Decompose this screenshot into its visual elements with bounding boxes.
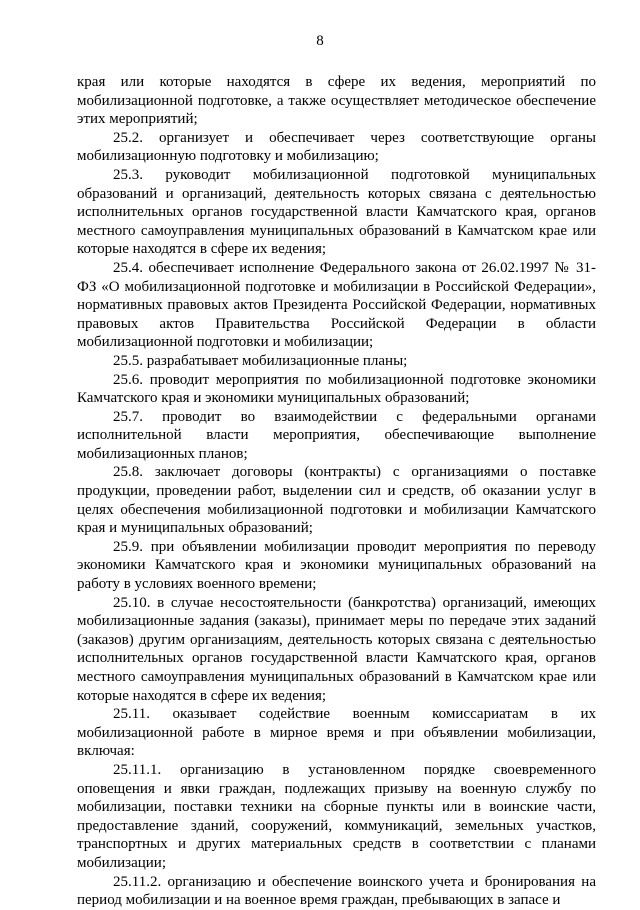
paragraph-25-8: 25.8. заключает договоры (контракты) с организациями о поставке продукции, проведении работ, выделении сил и средств, об оказании услуг в целях обеспечения мобилизационной подготовки и мобилизации Камчатского края и муниципальных образований;	[77, 464, 596, 537]
page-number: 8	[316, 33, 324, 49]
paragraph-25-7: 25.7. проводит во взаимодействии с федеральными органами исполнительной власти мероприятия, обеспечивающие выполнение мобилизационных планов;	[77, 408, 596, 462]
paragraph-25-4: 25.4. обеспечивает исполнение Федерального закона от 26.02.1997 № 31-ФЗ «О мобилизационной подготовке и мобилизации в Российской Федерации», нормативных правовых актов Президента Российской Федерации, нормативных правовых актов Правительства Российской Федерации в области мобилизационной подготовки и мобилизации;	[77, 259, 596, 351]
paragraph-25-6: 25.6. проводит мероприятия по мобилизационной подготовке экономики Камчатского края и экономики муниципальных образований;	[77, 371, 596, 407]
paragraph-25-2: 25.2. организует и обеспечивает через соответствующие органы мобилизационную подготовку и мобилизацию;	[77, 129, 596, 165]
paragraph-25-10: 25.10. в случае несостоятельности (банкротства) организаций, имеющих мобилизационные задания (заказы), принимает меры по передаче этих заданий (заказов) другим организациям, деятельность которых связана с деятельностью исполнительных органов государственной власти Камчатского края, органов местного самоуправления муниципальных образований в Камчатском крае или которые находятся в сфере их ведения;	[77, 594, 596, 704]
paragraph-25-11-2: 25.11.2. организацию и обеспечение воинского учета и бронирования на период мобилизации и на военное время граждан, пребывающих в запасе и	[77, 873, 596, 909]
paragraph-25-11-1: 25.11.1. организацию в установленном порядке своевременного оповещения и явки граждан, подлежащих призыву на военную службу по мобилизации, поставки техники на сборные пункты или в воинские части, предоставление зданий, сооружений, коммуникаций, земельных участков, транспортных и других материальных средств в соответствии с планами мобилизации;	[77, 761, 596, 871]
document-body	[77, 73, 596, 910]
paragraph-25-3: 25.3. руководит мобилизационной подготовкой муниципальных образований и организаций, деятельность которых связана с деятельностью исполнительных органов государственной власти Камчатского края, органов местного самоуправления муниципальных образований в Камчатском крае или которые находятся в сфере их ведения;	[77, 166, 596, 258]
paragraph-25-5: 25.5. разрабатывает мобилизационные планы;	[113, 352, 408, 369]
paragraph-25-11: 25.11. оказывает содействие военным комиссариатам в их мобилизационной работе в мирное время и при объявлении мобилизации, включая:	[77, 706, 596, 760]
paragraph-25-9: 25.9. при объявлении мобилизации проводит мероприятия по переводу экономики Камчатского края и экономики муниципальных образований на работу в условиях военного времени;	[77, 538, 596, 593]
paragraph-continuation: края или которые находятся в сфере их ведения, мероприятий по мобилизационной подготовке, а также осуществляет методическое обеспечение этих мероприятий;	[77, 74, 596, 128]
